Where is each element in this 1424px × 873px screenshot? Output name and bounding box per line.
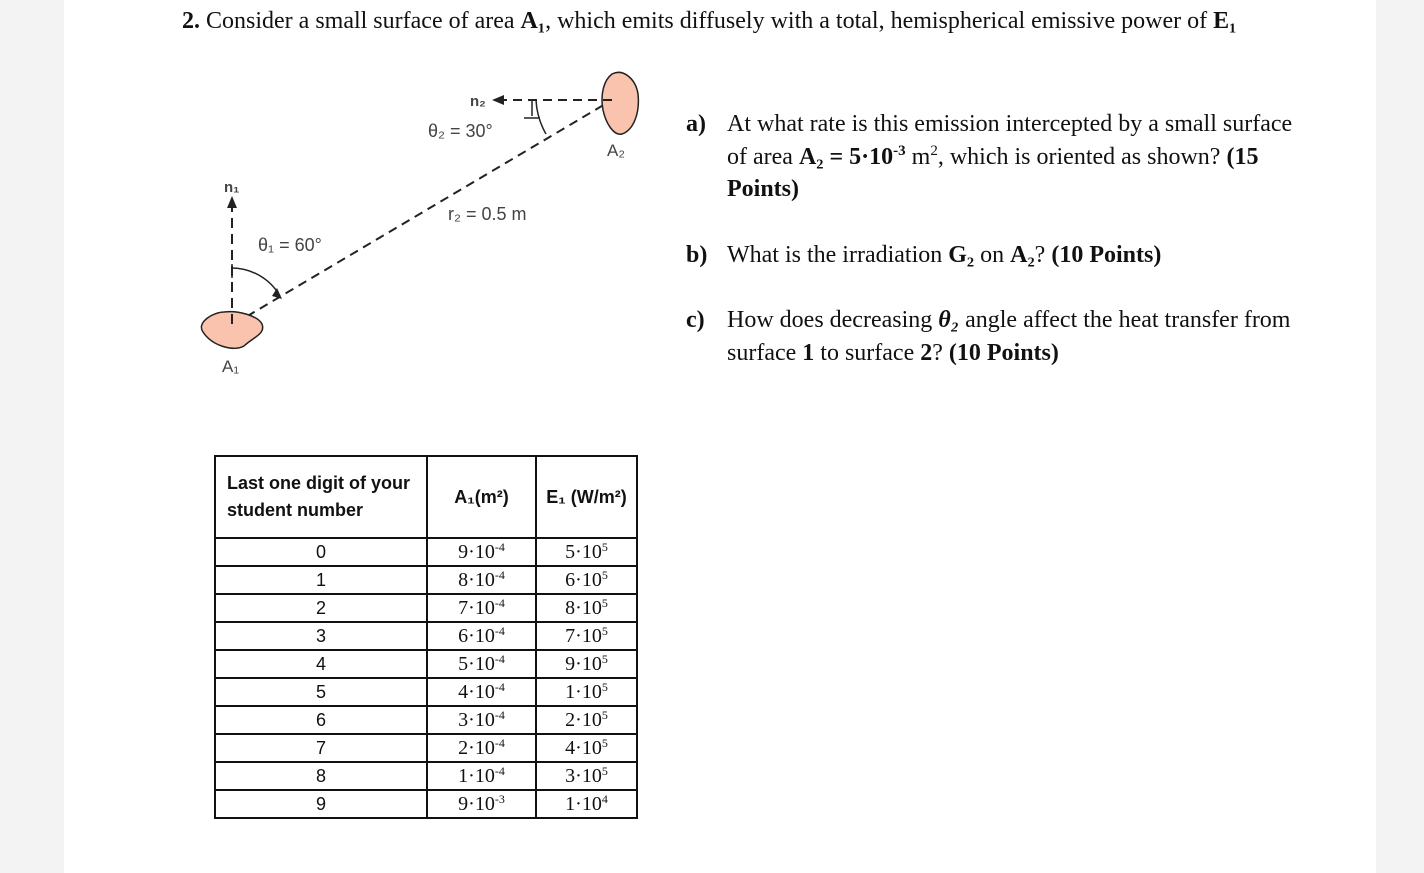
cell-e1-exponent: 5: [601, 764, 608, 778]
cell-a1-value: 8·10: [458, 569, 495, 591]
question-a-unit-exp: 2: [930, 142, 938, 159]
cell-a1-exponent: -4: [494, 568, 505, 582]
cell-digit: [215, 706, 427, 734]
surface-a2-shape: [602, 72, 638, 134]
cell-a1: [427, 734, 536, 762]
cell-e1-value: 7·10: [565, 625, 602, 647]
cell-e1-exponent: 5: [601, 652, 608, 666]
cell-a1-value: 4·10: [458, 681, 495, 703]
cell-e1-exponent: 5: [601, 736, 608, 750]
cell-e1: [536, 566, 637, 594]
cell-digit: [215, 538, 427, 566]
cell-digit-value: 8: [315, 766, 326, 786]
cell-digit-value: 1: [315, 570, 326, 590]
cell-e1-value: 5·10: [565, 541, 602, 563]
cell-e1-exponent: 5: [601, 624, 608, 638]
question-a-area: A₂ = 5·10: [798, 143, 894, 170]
question-c-label: c): [686, 307, 705, 333]
line-of-sight: [234, 100, 612, 324]
table-row: [215, 650, 637, 678]
cell-e1-exponent: 4: [601, 792, 608, 806]
normal-n2-arrowhead: [492, 95, 504, 105]
problem-text-2: , which emits diffusely with a total, hemispherical emissive power of: [545, 8, 1214, 34]
cell-a1-value: 7·10: [458, 597, 495, 619]
question-a-text-2: , which is oriented as shown?: [937, 143, 1227, 170]
question-a-text: [727, 108, 1306, 206]
cell-a1-value: 2·10: [458, 737, 495, 759]
table-row: [215, 790, 637, 818]
cell-a1: [427, 538, 536, 566]
cell-digit-value: 4: [315, 654, 326, 674]
cell-digit: [215, 678, 427, 706]
cell-digit: [215, 734, 427, 762]
question-c-points: (10 Points): [948, 339, 1059, 366]
cell-a1: [427, 762, 536, 790]
cell-digit-value: 0: [315, 542, 326, 562]
cell-digit-value: 3: [315, 626, 326, 646]
cell-e1: [536, 678, 637, 706]
cell-a1: [427, 678, 536, 706]
table-body: [215, 538, 637, 818]
cell-digit-value: 2: [315, 598, 326, 618]
n2-label: n₂: [470, 93, 486, 110]
header-digit: Last one digit of your student number: [215, 456, 427, 538]
theta1-label: θ₁ = 60°: [258, 235, 322, 255]
cell-a1-exponent: -4: [494, 736, 505, 750]
theta1-arc: [232, 268, 280, 296]
header-e1: E₁ (W/m²): [536, 456, 637, 538]
question-b-text-3: ?: [1034, 241, 1052, 268]
cell-digit-value: 5: [315, 682, 326, 702]
problem-number: 2.: [182, 8, 200, 34]
cell-e1-exponent: 5: [601, 568, 608, 582]
cell-a1: [427, 790, 536, 818]
table-row: [215, 762, 637, 790]
cell-e1: [536, 734, 637, 762]
cell-digit-value: 7: [315, 738, 326, 758]
cell-a1-exponent: -4: [494, 680, 505, 694]
cell-a1-exponent: -3: [494, 792, 505, 806]
cell-e1: [536, 594, 637, 622]
cell-digit: [215, 622, 427, 650]
question-c-text-3: to surface: [814, 339, 921, 366]
cell-e1-value: 8·10: [565, 597, 602, 619]
cell-e1-exponent: 5: [601, 540, 608, 554]
question-a: [686, 108, 1306, 206]
normal-n1-arrowhead: [227, 196, 237, 208]
cell-e1-value: 9·10: [565, 653, 602, 675]
cell-a1-exponent: -4: [494, 652, 505, 666]
cell-a1-exponent: -4: [494, 624, 505, 638]
theta2-label: θ₂ = 30°: [428, 121, 493, 141]
question-a-area-exp: -3: [893, 142, 906, 159]
question-b-points: (10 Points): [1051, 241, 1162, 268]
theta1-arrowhead: [272, 288, 282, 299]
problem-statement: [182, 6, 1312, 36]
cell-a1: [427, 566, 536, 594]
cell-e1: [536, 538, 637, 566]
question-c-surface2: 2: [920, 339, 933, 366]
table-row: [215, 538, 637, 566]
question-c-text: [727, 304, 1306, 369]
cell-e1-exponent: 5: [601, 596, 608, 610]
cell-e1-exponent: 5: [601, 680, 608, 694]
question-a-unit: m: [905, 143, 931, 170]
question-c-surface1: 1: [802, 339, 815, 366]
cell-digit-value: 6: [315, 710, 326, 730]
cell-e1-value: 1·10: [565, 793, 602, 815]
cell-e1-exponent: 5: [601, 708, 608, 722]
cell-digit: [215, 566, 427, 594]
cell-e1: [536, 622, 637, 650]
question-b-g2: G₂: [948, 241, 975, 268]
cell-a1-value: 6·10: [458, 625, 495, 647]
cell-a1-exponent: -4: [494, 596, 505, 610]
question-a-text-1: At what rate is this emission intercepted by a small surface of area: [727, 111, 1293, 170]
question-c: [686, 304, 1306, 369]
problem-a1: A₁: [520, 8, 546, 34]
cell-e1: [536, 790, 637, 818]
table-header-row: [215, 456, 637, 538]
question-a-points: (15 Points): [727, 143, 1259, 202]
cell-a1-value: 1·10: [458, 765, 495, 787]
cell-a1-exponent: -4: [494, 708, 505, 722]
cell-a1: [427, 594, 536, 622]
question-b-text-1: What is the irradiation: [727, 241, 949, 268]
cell-a1: [427, 650, 536, 678]
theta2-arc: [536, 100, 546, 134]
cell-digit: [215, 650, 427, 678]
problem-text: Consider a small surface of area: [206, 8, 521, 34]
cell-a1: [427, 706, 536, 734]
a1-label: A₁: [222, 357, 240, 376]
question-c-theta2: θ₂: [938, 307, 960, 333]
cell-a1: [427, 622, 536, 650]
cell-a1-value: 9·10: [458, 793, 495, 815]
question-b-a2: A₂: [1010, 241, 1035, 268]
question-b-text: [727, 239, 1306, 272]
cell-digit: [215, 594, 427, 622]
question-list: [686, 108, 1306, 402]
question-b-label: b): [686, 241, 708, 268]
table-row: [215, 734, 637, 762]
table-row: [215, 622, 637, 650]
table-row: [215, 566, 637, 594]
header-a1: A₁(m²): [427, 456, 536, 538]
cell-a1-exponent: -4: [494, 764, 505, 778]
cell-e1-value: 1·10: [565, 681, 602, 703]
cell-digit-value: 9: [315, 794, 326, 814]
question-b-text-2: on: [974, 241, 1011, 268]
r2-label: r₂ = 0.5 m: [448, 204, 527, 224]
student-data-table: [214, 455, 638, 819]
cell-e1: [536, 650, 637, 678]
question-b: [686, 239, 1306, 272]
cell-e1-value: 2·10: [565, 709, 602, 731]
question-c-text-1: How does decreasing: [727, 307, 939, 333]
cell-e1: [536, 706, 637, 734]
n1-label: n₁: [224, 179, 240, 196]
cell-a1-value: 5·10: [458, 653, 495, 675]
cell-digit: [215, 762, 427, 790]
table-row: [215, 706, 637, 734]
cell-e1: [536, 762, 637, 790]
cell-e1-value: 6·10: [565, 569, 602, 591]
question-a-label: a): [686, 111, 706, 137]
cell-a1-exponent: -4: [494, 540, 505, 554]
cell-a1-value: 3·10: [458, 709, 495, 731]
table-row: [215, 678, 637, 706]
a2-label: A₂: [607, 141, 625, 160]
cell-a1-value: 9·10: [458, 541, 495, 563]
cell-e1-value: 4·10: [565, 737, 602, 759]
question-c-text-4: ?: [932, 339, 949, 366]
question-c-text-2: angle affect the heat transfer from surface: [727, 307, 1291, 366]
problem-e1: E₁: [1213, 8, 1237, 34]
geometry-diagram: [190, 62, 660, 392]
cell-digit: [215, 790, 427, 818]
table-row: [215, 594, 637, 622]
cell-e1-value: 3·10: [565, 765, 602, 787]
